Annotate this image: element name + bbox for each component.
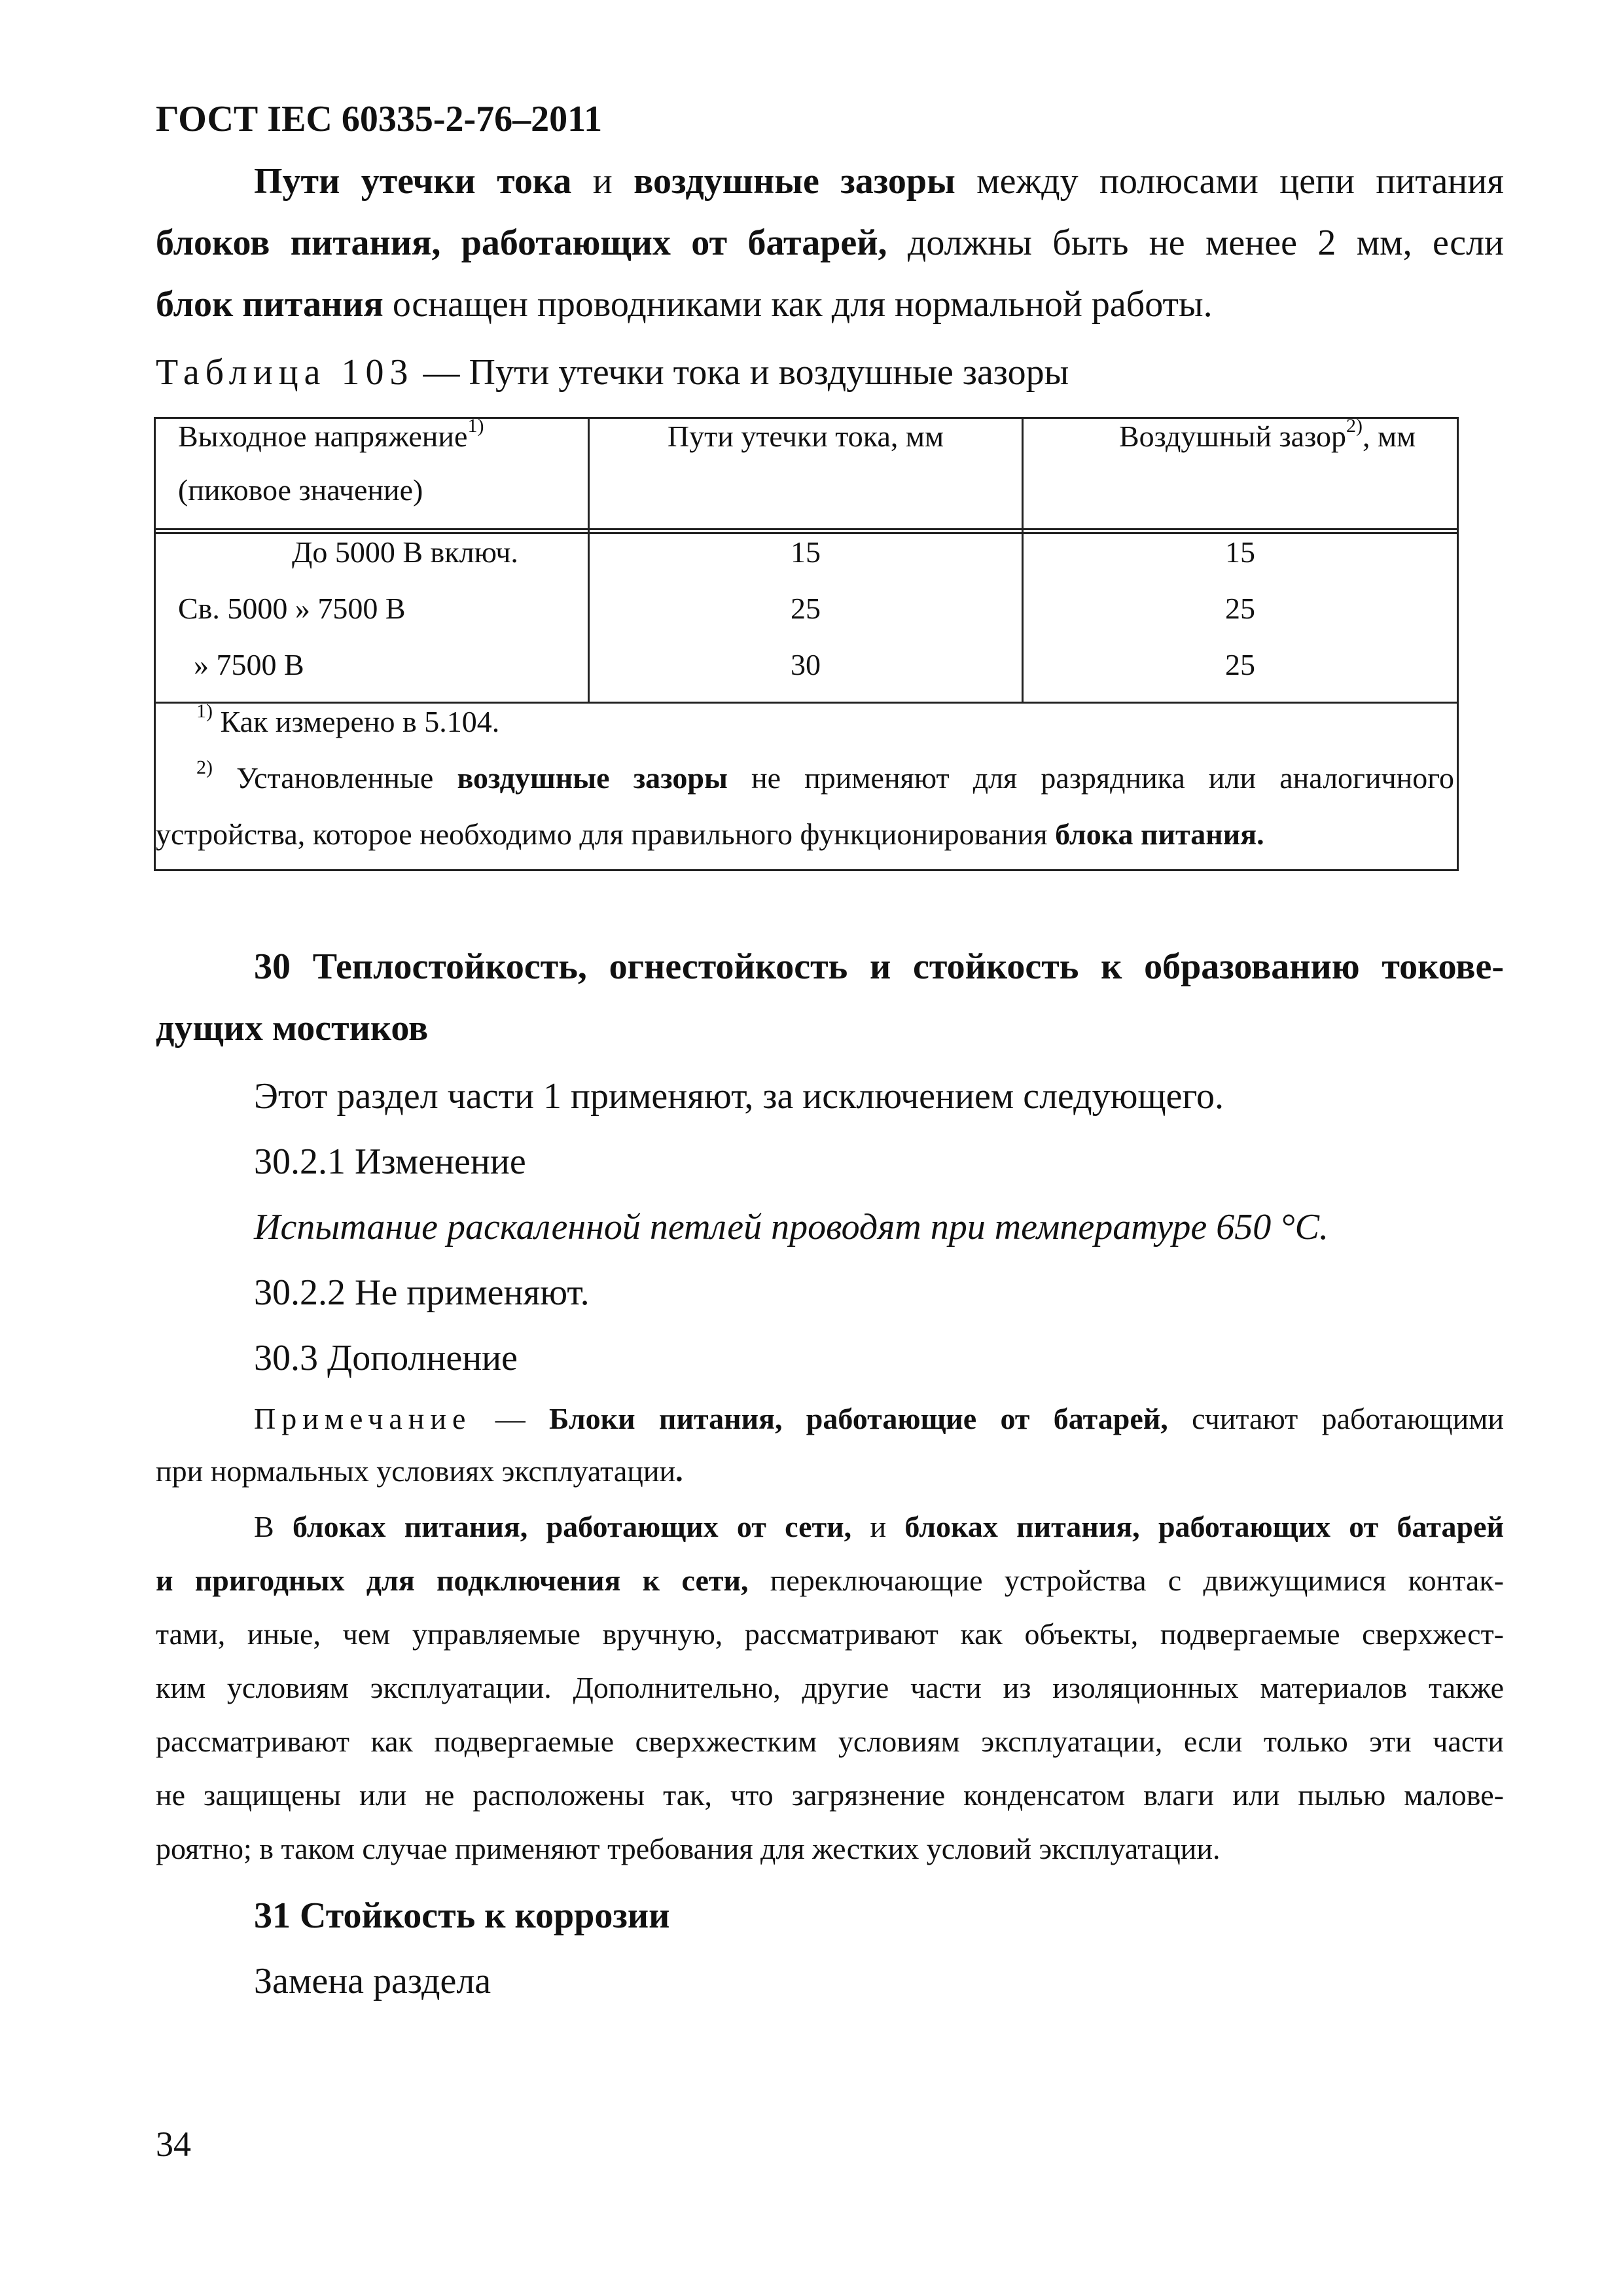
note-text: . (675, 1454, 683, 1488)
cell-voltage: » 7500 В (194, 648, 304, 681)
section-30-para-1: Этот раздел части 1 применяют, за исключением следующего. (254, 1076, 1224, 1117)
para-switch-line-4: ким условиям эксплуатации. Дополнительно, другие части из изоляционных материалов также (156, 1671, 1504, 1704)
intro-text: и (571, 161, 634, 202)
term-clearance: воздушные зазоры (633, 161, 955, 202)
header-text: , мм (1362, 420, 1416, 453)
para-term: блоках питания, работающих от батарей (904, 1510, 1505, 1543)
footnote-term: воздушные зазоры (457, 761, 728, 795)
footnote-term: блока питания. (1055, 817, 1264, 851)
intro-line-3 (156, 274, 1213, 335)
table-header-creepage: Пути утечки тока, мм (667, 420, 944, 453)
header-text: Выходное напряжение (178, 420, 468, 453)
heading-text: 30 Теплостойкость, огнестойкость и стойкость к образованию токове- (254, 946, 1504, 987)
term-battery-supply: блоков питания, работающих от батарей, (156, 223, 887, 263)
cell-creepage: 30 (791, 648, 821, 681)
cell-creepage: 15 (791, 535, 821, 569)
cell-clearance: 25 (1225, 592, 1255, 625)
footnote-text: устройства, которое необходимо для правильного функционирования (156, 817, 1056, 851)
section-30-heading (156, 936, 1504, 997)
para-term: блоках питания, работающих от сети, (292, 1510, 852, 1543)
note-label: Примечание (254, 1402, 472, 1435)
para-switch-line-5: рассматривают как подвергаемые сверхжестким условиям эксплуатации, если только эти части (156, 1725, 1504, 1758)
intro-text: должны быть не менее 2 мм, если (887, 223, 1505, 263)
note-term: Блоки питания, работающие от батарей, (549, 1402, 1168, 1435)
cell-voltage: До 5000 В включ. (292, 535, 518, 569)
clause-30-2-2: 30.2.2 Не применяют. (254, 1272, 590, 1313)
footnote-text: не применяют для разрядника или аналогичного (727, 761, 1454, 795)
cell-clearance: 15 (1225, 535, 1255, 569)
term-creepage: Пути утечки тока (254, 161, 572, 202)
footnote-text: Как измерено в 5.104. (213, 705, 500, 738)
table-caption (156, 342, 1069, 403)
para-switch-line-3: тами, иные, чем управляемые вручную, рассматривают как объекты, подвергаемые сверхжест- (156, 1617, 1504, 1651)
clause-30-3: 30.3 Дополнение (254, 1338, 518, 1378)
note-line-2 (156, 1445, 683, 1498)
para-text: В (254, 1510, 293, 1543)
note-text: — (471, 1402, 550, 1435)
document-header: ГОСТ IEC 60335-2-76–2011 (156, 99, 603, 139)
para-switch-line-2 (156, 1554, 1504, 1607)
cell-voltage: Св. 5000 » 7500 В (178, 592, 406, 625)
table-header-voltage (178, 415, 484, 454)
para-text: переключающие устройства с движущимися контак- (748, 1564, 1504, 1597)
para-switch-line-1 (254, 1500, 1504, 1554)
section-31-heading: 31 Стойкость к коррозии (254, 1895, 670, 1936)
intro-text: между полюсами цепи питания (955, 161, 1505, 202)
note-text: при нормальных условиях эксплуатации (156, 1454, 676, 1488)
intro-line-1 (156, 151, 1504, 212)
footnote-ref: 2) (1346, 415, 1363, 437)
clause-30-2-1-text: Испытание раскаленной петлей проводят при температуре 650 °С. (254, 1207, 1329, 1247)
para-term: и пригодных для подключения к сети, (156, 1564, 749, 1597)
table-header-clearance (1119, 415, 1416, 454)
header-text: Воздушный зазор (1119, 420, 1346, 453)
intro-text: оснащен проводниками как для нормальной работы. (383, 284, 1213, 325)
para-switch-line-6: не защищены или не расположены так, что загрязнение конденсатом влаги или пылью малове- (156, 1778, 1504, 1812)
footnote-ref: 1) (467, 415, 484, 437)
cell-clearance: 25 (1225, 648, 1255, 681)
table-footnote-2-line-1 (196, 757, 1454, 795)
table-caption-text: — Пути утечки тока и воздушные зазоры (414, 352, 1069, 393)
term-power-block: блок питания (156, 284, 383, 325)
footnote-text: Установленные (213, 761, 457, 795)
footnote-mark: 1) (196, 700, 213, 722)
table-header-voltage-note: (пиковое значение) (178, 473, 423, 507)
table-footnote-1 (196, 700, 500, 739)
para-text: и (851, 1510, 905, 1543)
section-30-heading-cont: дущих мостиков (156, 1008, 429, 1049)
footnote-mark: 2) (196, 757, 213, 778)
table-footnote-2-line-2 (156, 817, 1264, 852)
page-number: 34 (156, 2125, 191, 2164)
note-text: считают работающими (1168, 1402, 1504, 1435)
note-line-1 (254, 1393, 1504, 1445)
section-31-para-1: Замена раздела (254, 1961, 491, 2001)
table-caption-label: Таблица 103 (156, 352, 414, 393)
cell-creepage: 25 (791, 592, 821, 625)
clause-30-2-1: 30.2.1 Изменение (254, 1141, 526, 1182)
para-switch-line-7: роятно; в таком случае применяют требования для жестких условий эксплуатации. (156, 1832, 1221, 1865)
intro-line-2 (156, 212, 1504, 274)
